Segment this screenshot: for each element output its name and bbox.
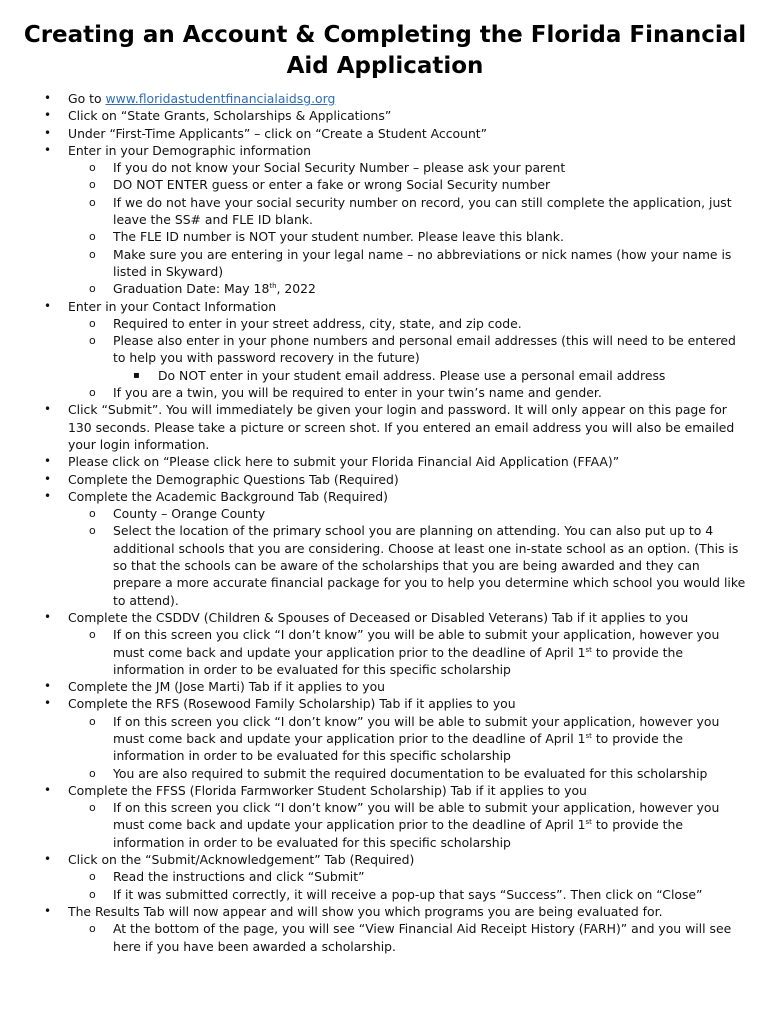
item-text: Complete the Academic Background Tab (Required) — [68, 488, 388, 504]
bullet-marker: • — [44, 402, 52, 417]
item-text: If on this screen you click “I don’t know” you will be able to submit your application, however you must come back and update your application prior to the deadline of April 1 — [113, 800, 720, 833]
list-item — [0, 851, 770, 868]
bullet-marker: • — [44, 471, 52, 486]
item-text: Complete the RFS (Rosewood Family Scholarship) Tab if it applies to you — [68, 696, 516, 712]
item-text: , 2022 — [276, 281, 316, 297]
sub-list-item — [0, 920, 770, 955]
item-text: Go to — [68, 91, 106, 106]
bullet-marker: • — [44, 488, 52, 503]
list-item — [0, 90, 770, 107]
bullet-marker: • — [44, 142, 52, 157]
list-item — [0, 107, 770, 124]
sub-list-item — [0, 315, 770, 332]
superscript: st — [585, 818, 592, 827]
item-text: If it was submitted correctly, it will receive a pop-up that says “Success”. Then click on “Close” — [113, 886, 703, 902]
item-text: The Results Tab will now appear and will show you which programs you are being evaluated for. — [68, 903, 663, 919]
item-text: You are also required to submit the required documentation to be evaluated for this scholarship — [113, 765, 708, 781]
sub-list-item — [0, 799, 770, 851]
list-item — [0, 903, 770, 920]
sub-list-item — [0, 713, 770, 765]
sub-bullet-marker: o — [89, 334, 96, 348]
list-item — [0, 695, 770, 712]
sub-list-item — [0, 505, 770, 522]
square-bullet-marker: ▪ — [133, 369, 140, 381]
item-text: Do NOT enter in your student email address. Please use a personal email address — [158, 367, 666, 383]
list-item — [0, 678, 770, 695]
sub-bullet-marker: o — [89, 922, 96, 936]
sub-bullet-marker: o — [89, 247, 96, 261]
item-text: If you are a twin, you will be required to enter in your twin’s name and gender. — [113, 385, 602, 401]
website-link[interactable]: www.floridastudentfinancialaidsg.org — [105, 91, 336, 106]
list-item — [0, 609, 770, 626]
item-text: If on this screen you click “I don’t know” you will be able to submit your application, however you must come back and update your application prior to the deadline of April 1 — [113, 627, 720, 660]
item-text: Select the location of the primary school you are planning on attending. You can also put up to 4 additional schools that you are considering. Choose at least one in-state school as an option. (This is so that the schools can be aware of the scholarships that you are being awarded and they can prepare a more accurate financial package for you to help you determine which school you would like to attend). — [113, 523, 746, 608]
bullet-marker: • — [44, 903, 52, 918]
bullet-marker: • — [44, 679, 52, 694]
sub-list-item — [0, 228, 770, 245]
bullet-marker: • — [44, 696, 52, 711]
sub-list-item — [0, 194, 770, 229]
bullet-marker: • — [44, 609, 52, 624]
list-item — [0, 471, 770, 488]
list-item — [0, 782, 770, 799]
item-text: County – Orange County — [113, 506, 266, 522]
sub-list-item — [0, 868, 770, 885]
superscript: th — [269, 282, 277, 291]
item-text: to provide the information in order to be evaluated for this specific scholarship — [113, 644, 683, 677]
sub-bullet-marker: o — [89, 870, 96, 884]
item-text: Complete the Demographic Questions Tab (Required) — [68, 471, 399, 487]
list-item — [0, 453, 770, 470]
sub-bullet-marker: o — [89, 195, 96, 209]
sub-bullet-marker: o — [89, 507, 96, 521]
sub-bullet-marker: o — [89, 714, 96, 728]
item-text: Read the instructions and click “Submit” — [113, 869, 365, 885]
sub-bullet-marker: o — [89, 161, 96, 175]
item-text: Under “First-Time Applicants” – click on “Create a Student Account” — [68, 125, 488, 141]
item-text: Enter in your Contact Information — [68, 298, 277, 314]
sub-bullet-marker: o — [89, 316, 96, 330]
item-text: Complete the JM (Jose Marti) Tab if it applies to you — [68, 679, 386, 695]
item-text: Required to enter in your street address, city, state, and zip code. — [113, 315, 522, 331]
sub-bullet-marker: o — [89, 524, 96, 538]
item-text: Please also enter in your phone numbers and personal email addresses (this will need to be entered to help you with password recovery in the future) — [113, 333, 736, 366]
sub-bullet-marker: o — [89, 282, 96, 296]
bullet-marker: • — [44, 852, 52, 867]
item-text: The FLE ID number is NOT your student number. Please leave this blank. — [113, 229, 564, 245]
sub-bullet-marker: o — [89, 887, 96, 901]
sub-list-item — [0, 765, 770, 782]
list-item — [0, 142, 770, 159]
item-text: Complete the CSDDV (Children & Spouses of Deceased or Disabled Veterans) Tab if it applies to you — [68, 609, 689, 625]
sub-list-item — [0, 886, 770, 903]
item-text: If you do not know your Social Security Number – please ask your parent — [113, 160, 566, 176]
title-line-1: Creating an Account & Completing the Florida Financial — [23, 22, 747, 48]
item-text: Make sure you are entering in your legal name – no abbreviations or nick names (how your name is listed in Skyward) — [113, 246, 732, 279]
bullet-marker: • — [44, 298, 52, 313]
sub-list-item — [0, 332, 770, 367]
bullet-marker: • — [44, 454, 52, 469]
item-text: Graduation Date: May 18 — [113, 281, 270, 297]
item-text: Click on “State Grants, Scholarships & Applications” — [68, 108, 392, 124]
instruction-list — [0, 90, 770, 955]
item-text: Enter in your Demographic information — [68, 142, 312, 158]
item-text: to provide the information in order to be evaluated for this specific scholarship — [113, 730, 683, 764]
item-text: to provide the information in order to be evaluated for this specific scholarship — [113, 817, 683, 850]
sub-list-item — [0, 176, 770, 193]
sub-list-item — [0, 522, 770, 608]
bullet-marker: • — [44, 782, 52, 797]
title-line-2: Aid Application — [286, 53, 484, 79]
sub-sub-list-item — [0, 367, 770, 384]
sub-list-item — [0, 280, 770, 297]
item-text: Please click on “Please click here to submit your Florida Financial Aid Application (FFAA)” — [68, 454, 620, 470]
bullet-marker: • — [44, 108, 52, 123]
sub-list-item — [0, 246, 770, 281]
item-text: DO NOT ENTER guess or enter a fake or wrong Social Security number — [113, 177, 551, 193]
superscript: st — [585, 731, 592, 740]
sub-bullet-marker: o — [89, 230, 96, 244]
item-text: Click “Submit”. You will immediately be given your login and password. It will only appear on this page for 130 seconds. Please take a picture or screen shot. If you entered an email address you will also be emailed your login information. — [68, 402, 735, 452]
sub-list-item — [0, 384, 770, 401]
sub-bullet-marker: o — [89, 766, 96, 780]
bullet-marker: • — [44, 91, 52, 105]
superscript: st — [585, 645, 592, 654]
list-item — [0, 488, 770, 505]
item-text: Click on the “Submit/Acknowledgement” Tab (Required) — [68, 852, 415, 868]
item-text: At the bottom of the page, you will see “View Financial Aid Receipt History (FARH)” and you will see here if you have been awarded a scholarship. — [113, 921, 732, 954]
document-title — [0, 20, 770, 82]
list-item — [0, 401, 770, 453]
item-text: If we do not have your social security number on record, you can still complete the application, just leave the SS# and FLE ID blank. — [113, 194, 732, 228]
sub-list-item — [0, 159, 770, 176]
list-item — [0, 125, 770, 142]
sub-bullet-marker: o — [89, 386, 96, 400]
sub-bullet-marker: o — [89, 628, 96, 642]
item-text: Complete the FFSS (Florida Farmworker Student Scholarship) Tab if it applies to you — [68, 782, 587, 798]
sub-bullet-marker: o — [89, 801, 96, 815]
list-item — [0, 298, 770, 315]
bullet-marker: • — [44, 125, 52, 140]
sub-bullet-marker: o — [89, 178, 96, 192]
sub-list-item — [0, 626, 770, 678]
item-text: If on this screen you click “I don’t know” you will be able to submit your application, however you must come back and update your application prior to the deadline of April 1 — [113, 713, 720, 746]
